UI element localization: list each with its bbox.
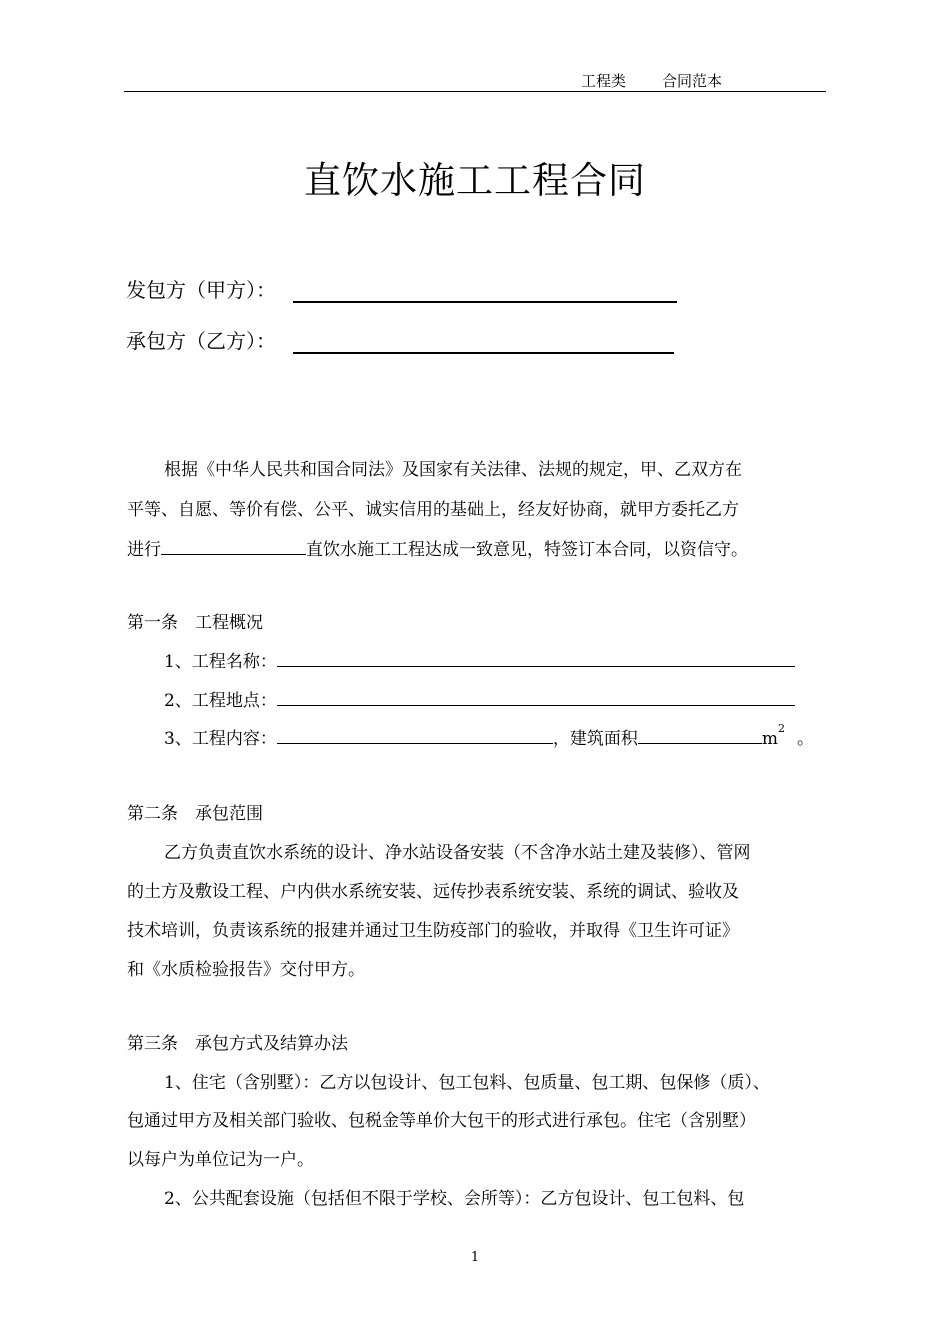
header-divider	[124, 91, 826, 92]
header-category: 工程类	[581, 72, 627, 90]
article-2-line-3: 技术培训，负责该系统的报建并通过卫生防疫部门的验收，并取得《卫生许可证》	[127, 921, 739, 941]
project-blank[interactable]	[161, 536, 306, 555]
preamble-line-3-suffix: 直饮水施工工程达成一致意见，特签订本合同，以资信守。	[306, 540, 748, 560]
article-1-item-2	[164, 686, 795, 711]
page-header	[581, 70, 722, 91]
article-3-line-4: 2、公共配套设施（包括但不限于学校、会所等）：乙方包设计、包工包料、包	[164, 1189, 745, 1209]
article-1-item-1	[164, 647, 795, 672]
preamble-line-3	[127, 535, 748, 560]
project-name-blank[interactable]	[277, 648, 795, 667]
item-2-label: 2、工程地点：	[164, 691, 277, 711]
party-a-label: 发包方（甲方）：	[126, 278, 276, 302]
article-2-line-4: 和《水质检验报告》交付甲方。	[127, 960, 365, 980]
item-3-middle: ，建筑面积	[552, 729, 638, 749]
party-a-blank[interactable]	[293, 301, 677, 303]
article-2-heading: 第二条 承包范围	[127, 804, 263, 824]
page-number: 1	[470, 1250, 480, 1265]
article-2-line-1: 乙方负责直饮水系统的设计、净水站设备安装（不含净水站土建及装修）、管网	[164, 843, 751, 863]
header-template: 合同范本	[662, 72, 723, 90]
item-3-end: 。	[796, 729, 814, 749]
building-area-blank[interactable]	[638, 725, 762, 744]
article-3-line-3: 以每户为单位记为一户。	[127, 1150, 314, 1170]
item-3-unit: m	[761, 729, 778, 749]
preamble-line-3-prefix: 进行	[127, 540, 161, 560]
party-b-label: 承包方（乙方）：	[126, 329, 276, 353]
article-2-line-2: 的土方及敷设工程、户内供水系统安装、远传抄表系统安装、系统的调试、验收及	[127, 882, 739, 902]
item-3-label: 3、工程内容：	[164, 729, 277, 749]
article-3-line-1: 1、住宅（含别墅）：乙方以包设计、包工包料、包质量、包工期、包保修（质）、	[164, 1073, 770, 1093]
party-b-blank[interactable]	[293, 352, 674, 354]
item-1-label: 1、工程名称：	[164, 652, 277, 672]
article-1-item-3	[164, 724, 814, 749]
document-title: 直饮水施工工程合同	[304, 159, 646, 202]
article-3-heading: 第三条 承包方式及结算办法	[127, 1034, 348, 1054]
project-location-blank[interactable]	[277, 687, 795, 706]
item-3-unit-sup: 2	[777, 722, 785, 735]
preamble-line-2: 平等、自愿、等价有偿、公平、诚实信用的基础上，经友好协商，就甲方委托乙方	[127, 500, 739, 520]
article-1-heading: 第一条 工程概况	[127, 613, 263, 633]
article-3-line-2: 包通过甲方及相关部门验收、包税金等单价大包干的形式进行承包。住宅（含别墅）	[127, 1111, 756, 1131]
project-content-blank[interactable]	[277, 725, 553, 744]
preamble-line-1: 根据《中华人民共和国合同法》及国家有关法律、法规的规定，甲、乙双方在	[164, 460, 742, 480]
